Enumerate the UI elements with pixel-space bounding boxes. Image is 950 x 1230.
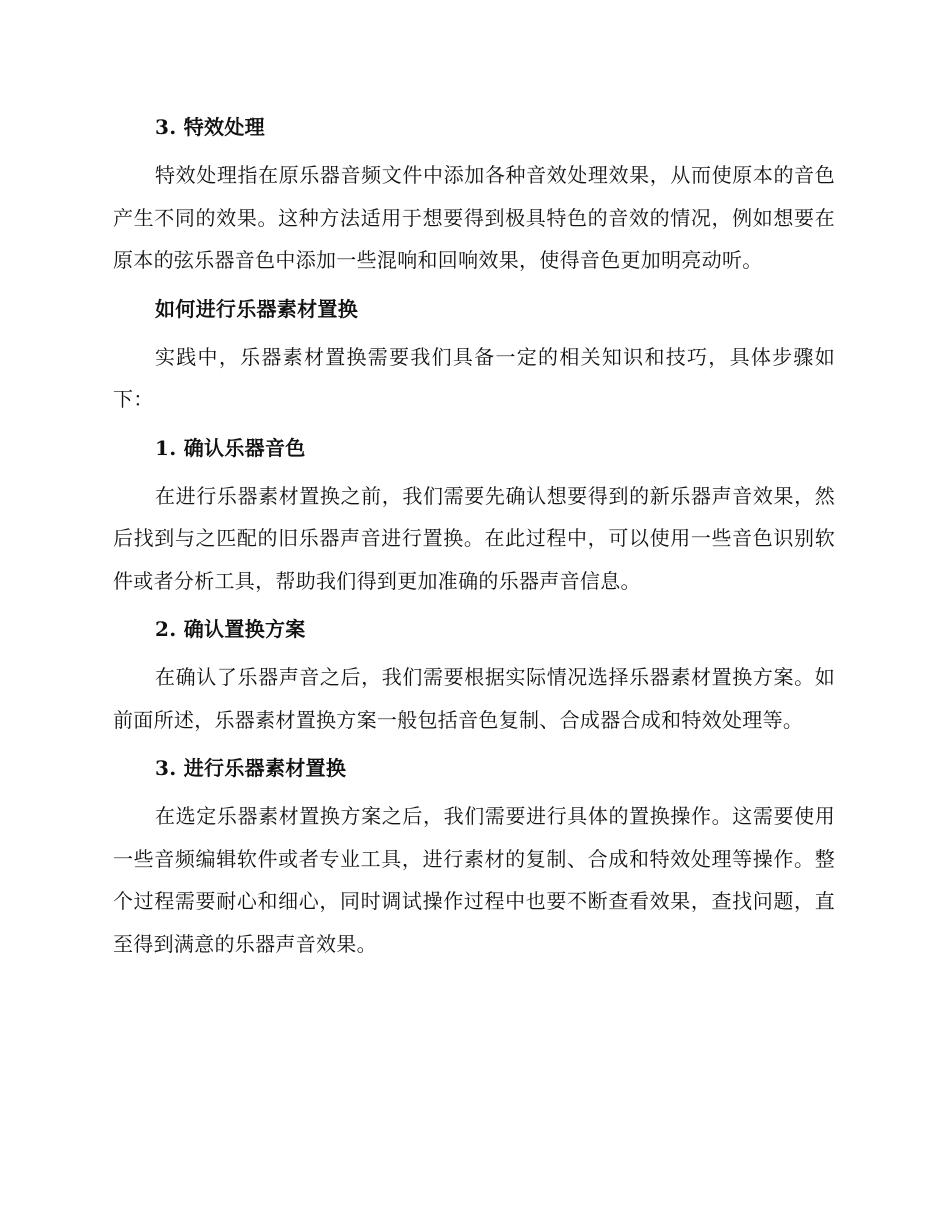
section-heading-confirm-plan: 2. 确认置换方案 <box>155 617 306 641</box>
section-heading-special-effects: 3. 特效处理 <box>155 115 265 139</box>
section-paragraph-how-to-replace: 实践中，乐器素材置换需要我们具备一定的相关知识和技巧，具体步骤如下： <box>113 344 835 411</box>
section-paragraph-confirm-plan: 在确认了乐器声音之后，我们需要根据实际情况选择乐器素材置换方案。如前面所述，乐器素材置换方案一般包括音色复制、合成器合成和特效处理等。 <box>113 665 835 732</box>
section-paragraph-confirm-timbre: 在进行乐器素材置换之前，我们需要先确认想要得到的新乐器声音效果，然后找到与之匹配的旧乐器声音进行置换。在此过程中，可以使用一些音色识别软件或者分析工具，帮助我们得到更加准确的乐器声音信息。 <box>113 483 835 593</box>
section-heading-how-to-replace: 如何进行乐器素材置换 <box>155 296 358 321</box>
section-heading-confirm-timbre: 1. 确认乐器音色 <box>155 435 306 460</box>
document-body <box>113 110 835 975</box>
section-heading-perform-replacement: 3. 进行乐器素材置换 <box>155 756 347 780</box>
section-paragraph-perform-replacement: 在选定乐器素材置换方案之后，我们需要进行具体的置换操作。这需要使用一些音频编辑软件或者专业工具，进行素材的复制、合成和特效处理等操作。整个过程需要耐心和细心，同时调试操作过程中也要不断查看效果，查找问题，直至得到满意的乐器声音效果。 <box>113 804 835 956</box>
section-paragraph-special-effects: 特效处理指在原乐器音频文件中添加各种音效处理效果，从而使原本的音色产生不同的效果。这种方法适用于想要得到极具特色的音效的情况，例如想要在原本的弦乐器音色中添加一些混响和回响效果，使得音色更加明亮动听。 <box>113 163 835 272</box>
